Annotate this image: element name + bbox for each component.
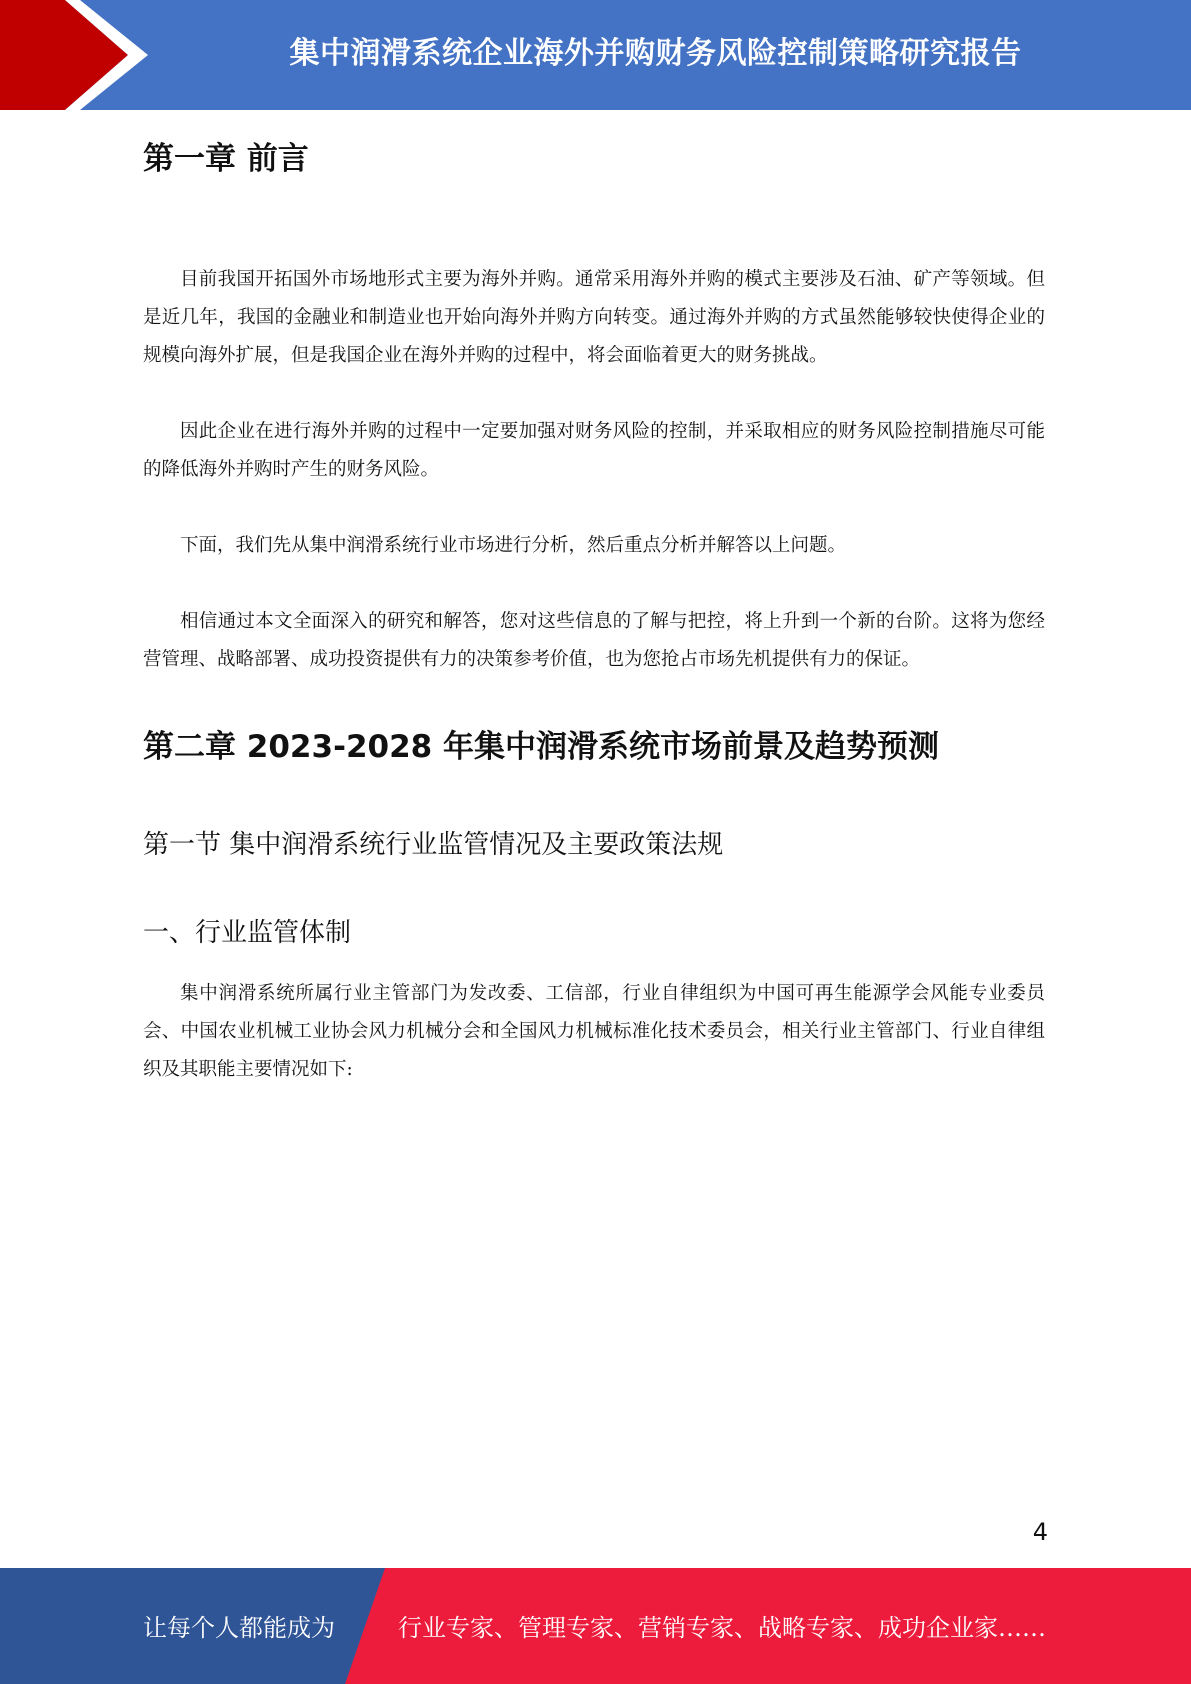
report-title: 集中润滑系统企业海外并购财务风险控制策略研究报告 (289, 36, 1022, 71)
chapter1-paragraph-3: 下面，我们先从集中润滑系统行业市场进行分析，然后重点分析并解答以上问题。 (180, 535, 847, 556)
footer-slogan-left: 让每个人都能成为 (143, 1614, 335, 1642)
page-number: 4 (1032, 1518, 1048, 1546)
chapter1-title: 第一章 前言 (143, 141, 309, 177)
footer-slogan-right: 行业专家、管理专家、营销专家、战略专家、成功企业家…… (398, 1614, 1046, 1642)
chapter2-title: 第二章 2023-2028 年集中润滑系统市场前景及趋势预测 (143, 729, 940, 765)
page-footer (0, 1568, 1191, 1684)
subsection1-title: 一、行业监管体制 (143, 918, 352, 948)
page-header (0, 0, 1191, 110)
chapter1-paragraph-2: 因此企业在进行海外并购的过程中一定要加强对财务风险的控制，并采取相应的财务风险控制措施尽可能的降低海外并购时产生的财务风险。 (143, 421, 1045, 480)
section1-title: 第一节 集中润滑系统行业监管情况及主要政策法规 (143, 830, 724, 860)
chapter1-paragraph-4: 相信通过本文全面深入的研究和解答，您对这些信息的了解与把控，将上升到一个新的台阶。这将为您经营管理、战略部署、成功投资提供有力的决策参考价值，也为您抢占市场先机提供有力的保证。 (143, 611, 1045, 670)
page-content (143, 137, 1045, 1089)
chapter1-paragraph-1: 目前我国开拓国外市场地形式主要为海外并购。通常采用海外并购的模式主要涉及石油、矿产等领域。但是近几年，我国的金融业和制造业也开始向海外并购方向转变。通过海外并购的方式虽然能够较快使得企业的规模向海外扩展，但是我国企业在海外并购的过程中，将会面临着更大的财务挑战。 (143, 269, 1045, 366)
subsection1-paragraph: 集中润滑系统所属行业主管部门为发改委、工信部，行业自律组织为中国可再生能源学会风能专业委员会、中国农业机械工业协会风力机械分会和全国风力机械标准化技术委员会，相关行业主管部门、行业自律组织及其职能主要情况如下: (143, 983, 1045, 1080)
